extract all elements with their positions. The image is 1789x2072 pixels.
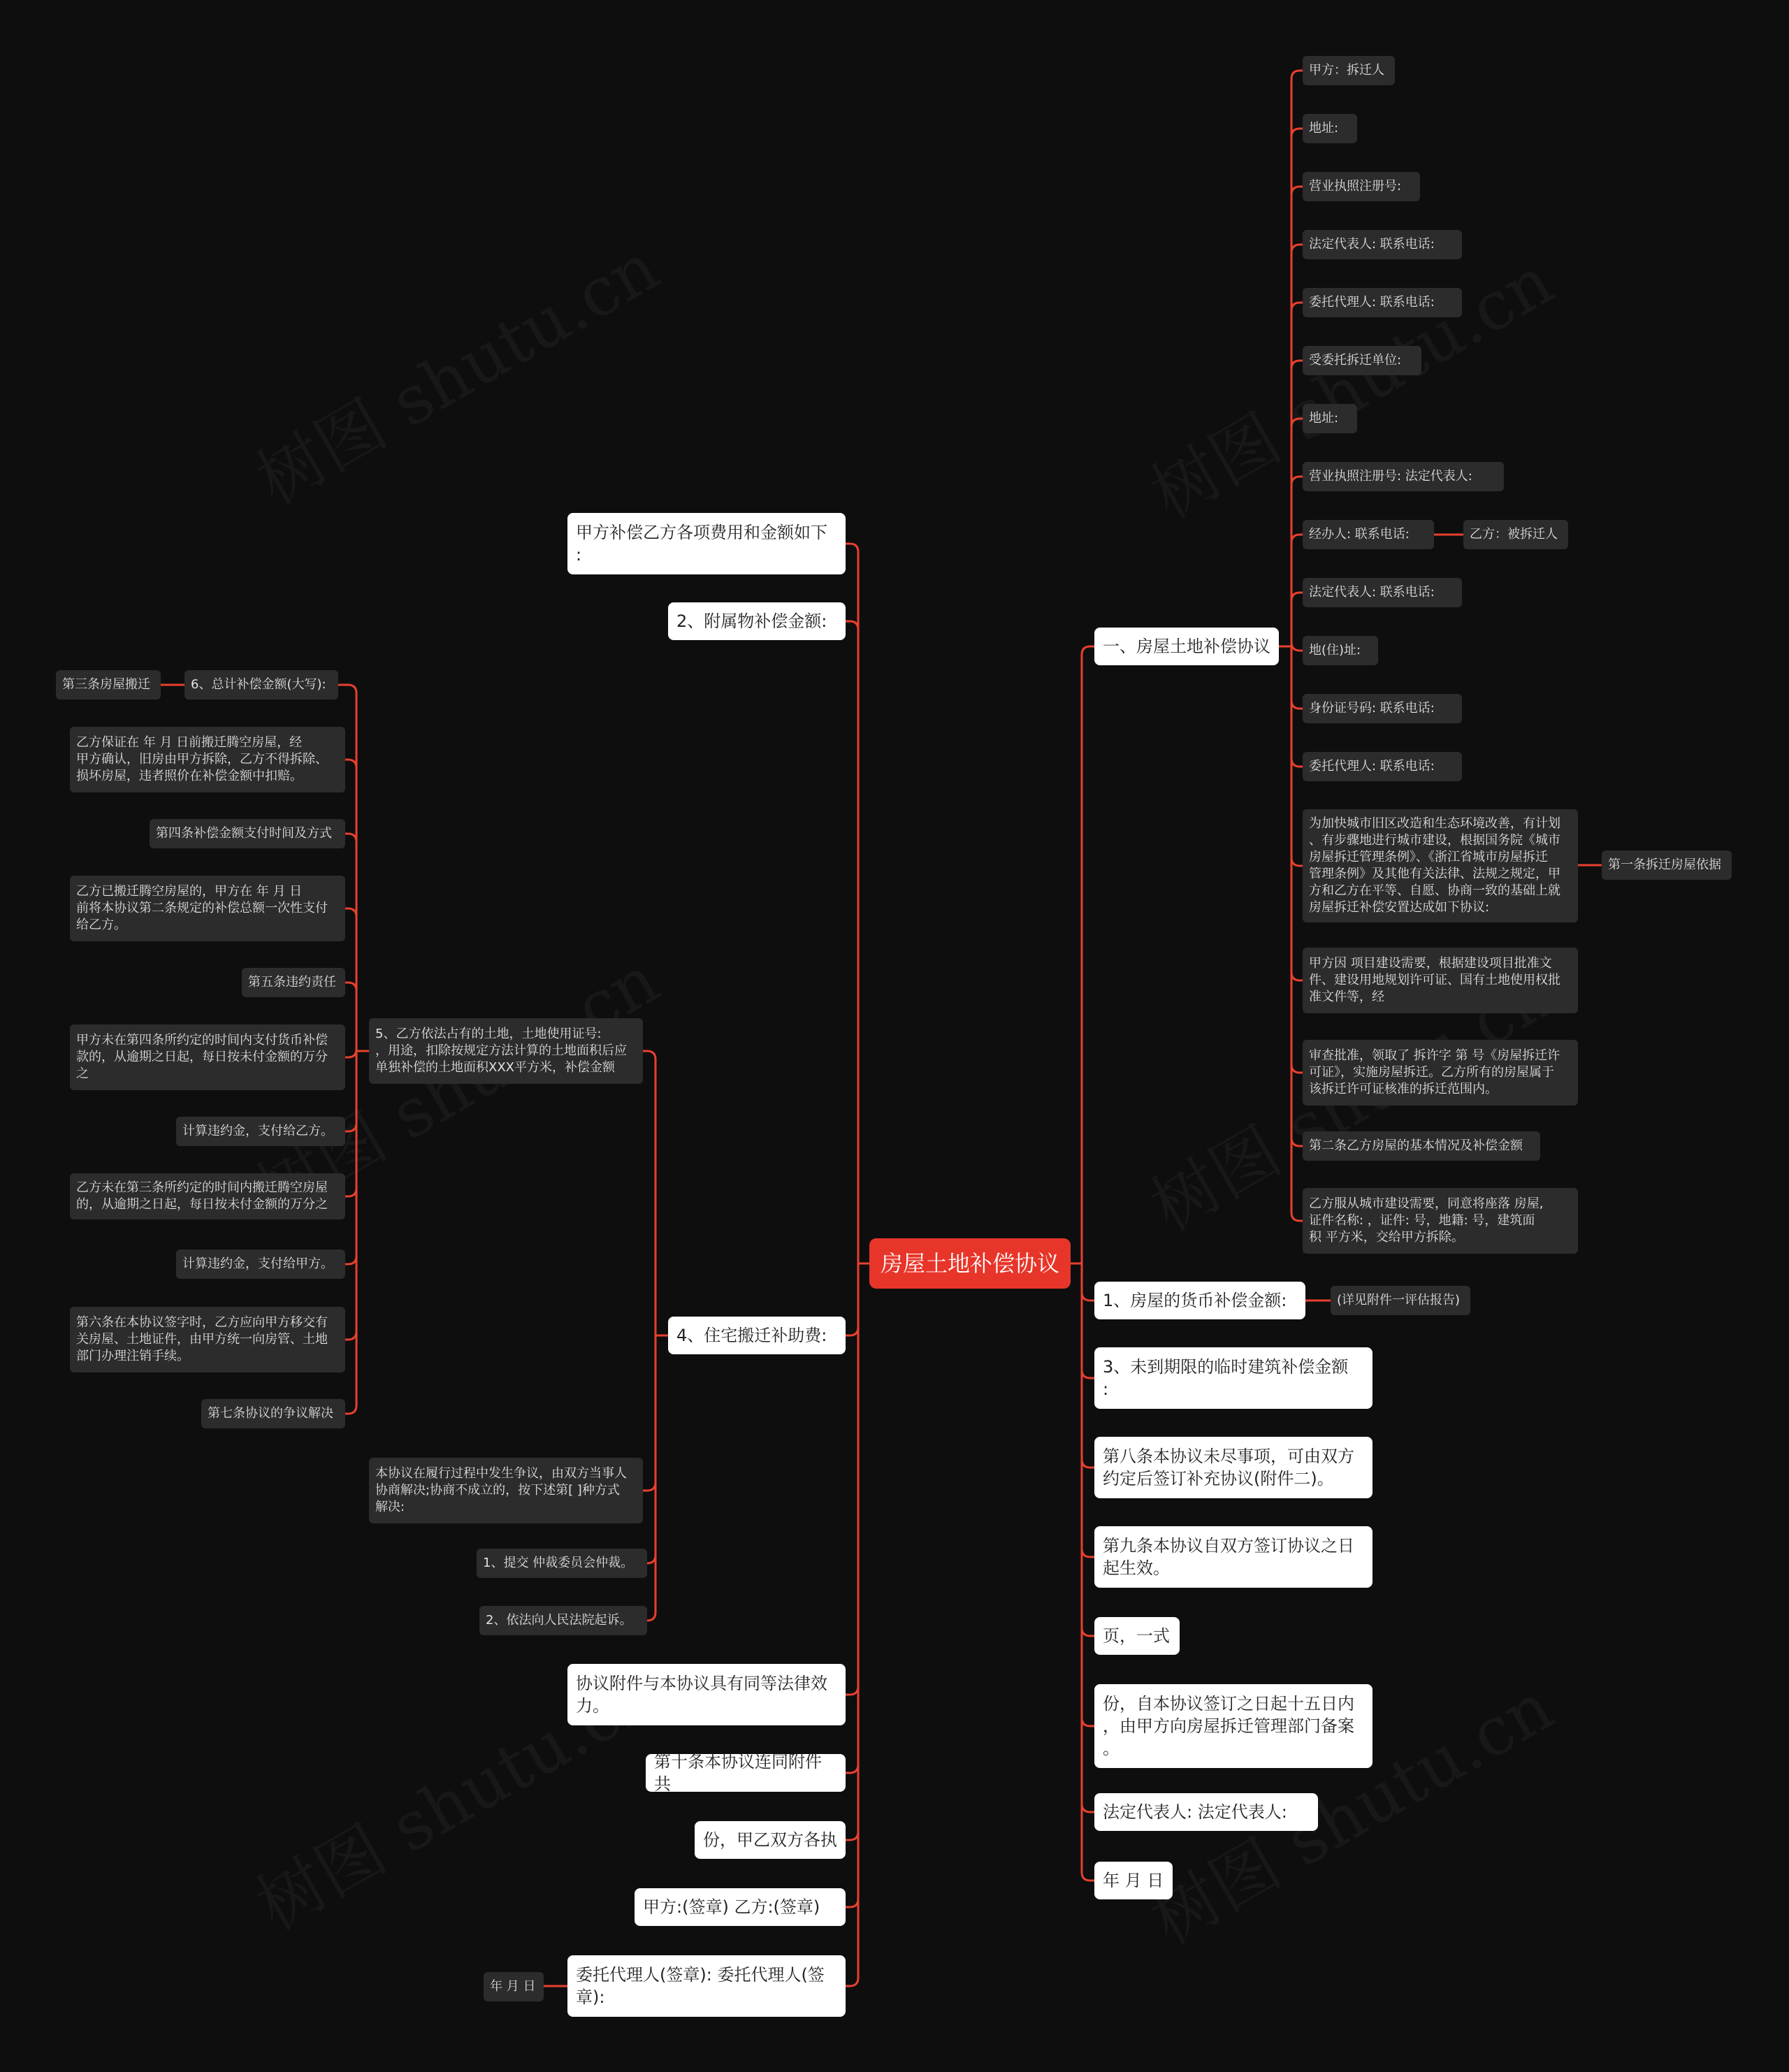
right-subtopic-9[interactable]: 法定代表人: 联系电话: [1303,578,1462,607]
connector [1291,646,1303,767]
connector [345,1049,356,1057]
right-subtopic-6[interactable]: 地址: [1303,404,1357,433]
connector [846,1263,858,1907]
connector [1291,646,1303,980]
connector [1291,646,1303,866]
right-topic-8[interactable]: 年 月 日 [1094,1862,1173,1899]
connector [846,1263,858,1773]
right-subtopic-16[interactable]: 第二条乙方房屋的基本情况及补偿金额 [1303,1131,1540,1161]
left-topic-3[interactable]: 协议附件与本协议具有同等法律效 力。 [567,1664,846,1725]
left-topic-2[interactable]: 4、住宅搬迁补助费: [668,1317,846,1354]
right-subtopic-15[interactable]: 审查批准，领取了 拆许字 第 号《房屋拆迁许 可证》，实施房屋拆迁。乙方所有的房屋属于 该拆迁许可证核准的拆迁范围内。 [1303,1040,1578,1106]
left-subtopic-2[interactable]: 1、提交 仲裁委员会仲裁。 [477,1549,647,1578]
left-detail-4[interactable]: 第五条违约责任 [242,968,345,997]
right-subtopic-0[interactable]: 甲方：拆迁人 [1303,56,1395,85]
right-topic-7[interactable]: 法定代表人: 法定代表人: [1094,1793,1318,1831]
left-subtopic-1[interactable]: 本协议在履行过程中发生争议，由双方当事人 协商解决;协商不成立的，按下述第[ ]种方式 解决: [369,1458,643,1523]
right-subtopic-17[interactable]: 乙方服从城市建设需要，同意将座落 房屋, 证件名称: ，证件: 号，地籍: 号，建筑面 积 平方米，交给甲方拆除。 [1303,1188,1578,1254]
connector [1082,1263,1094,1378]
right-topic-2[interactable]: 3、未到期限的临时建筑补偿金额 : [1094,1347,1372,1409]
left-topic-5[interactable]: 份，甲乙双方各执 [695,1821,846,1859]
connector [647,1335,656,1563]
right-subtopic-10[interactable]: 地(住)址: [1303,636,1378,665]
right-topic-3[interactable]: 第八条本协议未尽事项，可由双方 约定后签订补充协议(附件二)。 [1094,1437,1372,1498]
connector [1082,1263,1094,1468]
right-subtopic-14[interactable]: 甲方因 项目建设需要，根据建设项目批准文 件、建设用地规划许可证、国有土地使用权批 准文件等，经 [1303,948,1578,1013]
left-detail-10[interactable]: 第七条协议的争议解决 [201,1399,345,1428]
right-subtopic-2[interactable]: 营业执照注册号: [1303,172,1420,201]
connector [1082,646,1094,1263]
connector [846,621,858,1263]
leaf-nianyueri[interactable]: 年 月 日 [484,1972,544,2001]
connector [1291,477,1303,646]
left-detail-5[interactable]: 甲方未在第四条所约定的时间内支付货币补偿 款的，从逾期之日起，每日按未付金额的万分 之 [70,1024,345,1090]
right-topic-1[interactable]: 1、房屋的货币补偿金额: [1094,1282,1305,1319]
left-subtopic-0[interactable]: 5、乙方依法占有的土地，土地使用证号: ，用途，扣除按规定方法计算的土地面积后应 单独补偿的土地面积XXX平方米，补偿金额 [369,1018,643,1084]
connector [345,908,356,1051]
connector [345,834,356,1051]
connector [1082,1263,1094,1301]
right-subtopic-13[interactable]: 为加快城市旧区改造和生态环境改善，有计划 、有步骤地进行城市建设，根据国务院《城市 房屋拆迁管理条例》、《浙江省城市房屋拆迁 管理条例》及其他有关法律、法规之规定，甲 方和乙方在平等、自愿、协商一致的基础上就 房屋拆迁补偿安置达成如下协议: [1303,809,1578,922]
right-subtopic-5[interactable]: 受委托拆迁单位: [1303,346,1421,375]
left-subtopic-3[interactable]: 2、依法向人民法院起诉。 [479,1606,647,1635]
right-subtopic-7[interactable]: 营业执照注册号: 法定代表人: [1303,462,1504,491]
right-subtopic-11[interactable]: 身份证号码: 联系电话: [1303,694,1462,723]
connector [345,983,356,1051]
connector [846,1263,858,1840]
leaf-yifang[interactable]: 乙方：被拆迁人 [1463,520,1568,549]
connector [846,544,858,1263]
connector [1291,535,1303,646]
left-detail-9[interactable]: 第六条在本协议签字时，乙方应向甲方移交有 关房屋、土地证件，由甲方统一向房管、土地 部门办理注销手续。 [70,1307,345,1372]
right-topic-6[interactable]: 份，自本协议签订之日起十五日内 ，由甲方向房屋拆迁管理部门备案 。 [1094,1684,1372,1768]
right-subtopic-1[interactable]: 地址: [1303,114,1357,143]
connector [846,1263,858,1986]
connector [1291,646,1303,1073]
right-subtopic-12[interactable]: 委托代理人: 联系电话: [1303,752,1462,781]
leaf-fujian[interactable]: (详见附件一评估报告) [1331,1286,1470,1315]
leaf-yiju[interactable]: 第一条拆迁房屋依据 [1602,850,1732,880]
leaf-disan[interactable]: 第三条房屋搬迁 [56,670,161,700]
connector [1291,303,1303,646]
connector [1082,1263,1094,1726]
left-topic-0[interactable]: 甲方补偿乙方各项费用和金额如下 : [567,513,846,574]
left-detail-6[interactable]: 计算违约金，支付给乙方。 [176,1117,345,1146]
left-detail-0[interactable]: 6、总计补偿金额(大写): [184,670,338,700]
right-subtopic-4[interactable]: 委托代理人: 联系电话: [1303,288,1462,317]
connector [1082,1263,1094,1557]
connector [643,1051,656,1335]
connector [1082,1263,1094,1636]
connector [643,1335,656,1491]
connector [1082,1263,1094,1812]
left-detail-3[interactable]: 乙方已搬迁腾空房屋的，甲方在 年 月 日 前将本协议第二条规定的补偿总额一次性支付 给乙方。 [70,876,345,941]
connector [647,1335,656,1621]
right-subtopic-8[interactable]: 经办人: 联系电话: [1303,520,1434,549]
right-topic-0[interactable]: 一、房屋土地补偿协议 [1094,628,1279,665]
left-topic-7[interactable]: 委托代理人(签章): 委托代理人(签 章): [567,1955,846,2017]
connector [846,1263,858,1335]
left-detail-7[interactable]: 乙方未在第三条所约定的时间内搬迁腾空房屋 的，从逾期之日起，每日按未付金额的万分之 [70,1173,345,1219]
root-node[interactable]: 房屋土地补偿协议 [869,1238,1071,1289]
connector [345,760,356,1051]
right-subtopic-3[interactable]: 法定代表人: 联系电话: [1303,230,1462,259]
left-topic-6[interactable]: 甲方:(签章) 乙方:(签章) [635,1888,846,1926]
left-detail-2[interactable]: 第四条补偿金额支付时间及方式 [150,819,345,848]
connector [1082,1263,1094,1881]
right-topic-4[interactable]: 第九条本协议自双方签订协议之日 起生效。 [1094,1526,1372,1588]
left-topic-1[interactable]: 2、附属物补偿金额: [668,602,846,640]
left-topic-4[interactable]: 第十条本协议连同附件共 [646,1754,846,1792]
connector [1291,646,1303,709]
connector [846,1263,858,1695]
watermark-text [237,216,673,523]
left-detail-8[interactable]: 计算违约金，支付给甲方。 [176,1249,345,1279]
left-detail-1[interactable]: 乙方保证在 年 月 日前搬迁腾空房屋，经 甲方确认，旧房由甲方拆除，乙方不得拆除、 损坏房屋，违者照价在补偿金额中扣赔。 [70,727,345,792]
connector [1291,593,1303,646]
right-topic-5[interactable]: 页，一式 [1094,1617,1180,1655]
connector [1291,642,1303,651]
